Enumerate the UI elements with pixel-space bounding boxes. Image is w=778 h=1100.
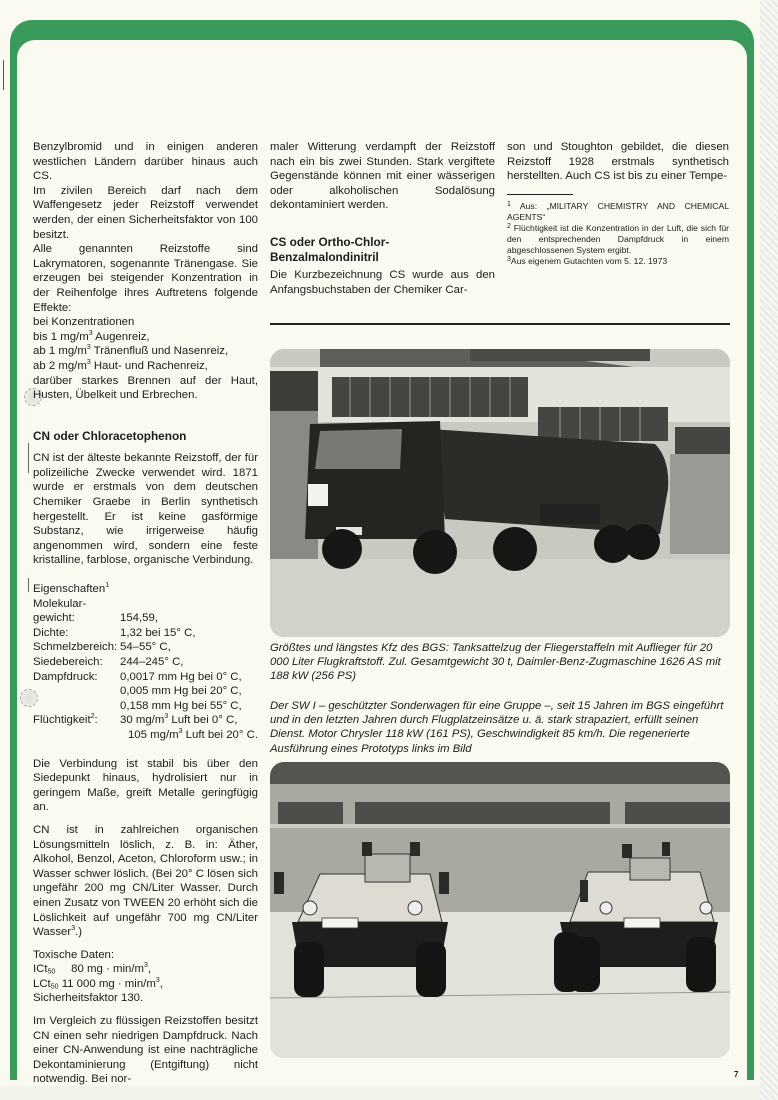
footnote-ref: 2 <box>90 713 95 721</box>
property-value: 154,59, <box>120 612 159 625</box>
paragraph: Die Kurzbezeichnung CS wurde aus den Anfangsbuchstaben der Chemiker Car- <box>270 269 495 296</box>
column-2 <box>270 140 495 297</box>
facade-band <box>270 824 730 828</box>
building-window <box>625 802 730 824</box>
property-key: Flüchtigkeit$^2$: <box>33 713 98 727</box>
building-window <box>278 802 343 824</box>
effect-text: bis 1 mg/m <box>33 330 89 343</box>
building-window <box>355 802 610 824</box>
building-window <box>270 371 318 411</box>
wheel <box>624 524 660 560</box>
section-heading-cs: CS oder Ortho-Chlor-Benzalmalondinitril <box>270 234 390 264</box>
property-value: 0,158 mm Hg bei 55° C, <box>120 699 242 712</box>
building-window <box>675 427 730 455</box>
tox-value: 11 000 mg · min/m <box>58 977 156 990</box>
margin-mark <box>28 578 29 592</box>
effects-intro: bei Konzentrationen <box>33 316 135 329</box>
superscript: 3 <box>88 329 93 337</box>
wheel <box>322 529 362 569</box>
property-key: Siedebereich: <box>33 656 103 668</box>
paragraph: Alle genannten Reizstoffe sind Lakrymatoren, sogenannte Tränengase. Sie erzeugen bei steigender Konzentration in der Reihenfolge ihres Auftretens folgende Effekte: <box>33 243 258 314</box>
footnote <box>507 223 729 256</box>
property-value <box>120 713 258 728</box>
footnote-rule <box>507 194 573 195</box>
photo-caption-tanker: Größtes und längstes Kfz des BGS: Tanksattelzug der Fliegerstaffeln mit Auflieger für 20 000 Liter Flugkraftstoff. Zul. Gesamtgewicht 30 t, Daimler-Benz-Zugmaschine 1626 AS mit 188 kW (256 PS) <box>270 642 721 683</box>
photo-caption-sw1: Der SW I – geschützter Sonderwagen für eine Gruppe –, seit 15 Jahren im BGS eingeführt und in den letzten Jahren durch Flugplatzeinsätze u. ä. stark strapaziert, erfüllt seinen Dienst. Motor Chrysler 118 kW (161 PS), Geschwindigkeit 85 km/h. Die regenerierte Ausführung eines Prototyps links im Bild <box>270 700 724 755</box>
dormer <box>470 349 650 361</box>
hangar-door <box>670 454 730 554</box>
value-text: 105 mg/m <box>127 728 179 741</box>
property-value: 1,32 bei 15° C, <box>120 626 196 639</box>
property-row <box>33 670 258 685</box>
property-row <box>33 713 258 728</box>
license-plate <box>322 918 358 928</box>
superscript: 3 <box>143 962 148 970</box>
paragraph: Im zivilen Bereich darf nach dem Waffengesetz jeder Reizstoff verwendet werden, der einen Sicherheitsfaktor von 100 besitzt. <box>33 184 258 241</box>
photo-sw1-vehicles <box>270 762 730 1058</box>
superscript: 3 <box>164 713 169 721</box>
page-number: 7 <box>734 1070 739 1079</box>
section-divider <box>270 323 730 325</box>
property-row <box>33 684 258 699</box>
property-key-text: Flüchtigkeit <box>33 714 91 727</box>
cab-placard <box>308 484 328 506</box>
footnote <box>507 201 729 223</box>
footnote-text: Flüchtigkeit ist die Konzentration in der Luft, die sich für den entsprechenden Dampfdruck in einem abgeschlossenen System ergibt. <box>507 222 729 255</box>
effect-line <box>33 344 258 359</box>
properties-heading-text: Eigenschaften <box>33 583 106 596</box>
footnote-mark: 2 <box>507 222 511 230</box>
tox-line <box>33 977 258 992</box>
section-heading-cn: CN oder Chloracetophenon <box>33 428 187 443</box>
property-row <box>33 728 258 743</box>
tox-factor: Sicherheitsfaktor 130. <box>33 992 144 1005</box>
property-row <box>33 655 258 670</box>
tox-line <box>33 962 258 977</box>
building-window <box>538 407 668 441</box>
effect-text: ab 1 mg/m <box>33 345 87 358</box>
paragraph: darüber starkes Brennen auf der Haut, Husten, Übelkeit und Erbrechen. <box>33 374 258 402</box>
paragraph: Die Verbindung ist stabil bis über den Siedepunkt hinaus, hydrolisiert nur in geringem Maße, greift Metalle geringfügig an. <box>33 757 258 814</box>
building-roof <box>270 762 730 784</box>
properties-table <box>33 597 258 743</box>
armored-vehicles-illustration <box>270 762 730 1058</box>
superscript: 3 <box>155 976 160 984</box>
property-key <box>33 684 120 699</box>
property-key: Dampfdruck: <box>33 670 98 683</box>
green-frame-right <box>747 50 754 1080</box>
property-key: Molekular- <box>33 597 87 610</box>
tox-heading: Toxische Daten: <box>33 948 115 961</box>
footnote-mark: 1 <box>507 200 511 208</box>
ground <box>270 559 730 637</box>
wheel <box>413 530 457 574</box>
license-plate <box>624 918 660 928</box>
effect-line <box>33 330 258 345</box>
paragraph: maler Witterung verdampft der Reizstoff nach ein bis zwei Stunden. Stark vergiftete Gegenstände können mit einer wässerigen oder alkoholischen Sodalösung dekontaminiert werden. <box>270 141 495 212</box>
property-row <box>33 640 258 655</box>
footnote <box>507 256 729 267</box>
property-row <box>33 626 258 641</box>
tox-label: ICt <box>33 963 48 976</box>
property-key <box>33 699 120 714</box>
scan-mark <box>3 60 4 90</box>
property-row <box>33 597 258 612</box>
property-value: 0,005 mm Hg bei 20° C, <box>120 685 242 698</box>
property-key: Dichte: <box>33 626 69 639</box>
property-value <box>120 597 258 612</box>
windshield <box>315 429 402 469</box>
paragraph: Im Vergleich zu flüssigen Reizstoffen besitzt CN einen sehr niedrigen Dampfdruck. Nach einer CN-Anwendung ist eine nachträgliche Dekontaminierung (Entgiftung) nicht notwendig. Bei nor- <box>33 1015 258 1086</box>
superscript: 3 <box>178 727 183 735</box>
paragraph: son und Stoughton gebildet, die diesen Reizstoff 1928 erstmals synthetisch herstellten. Auch CS ist bis zu einer Tempe- <box>507 141 729 183</box>
column-3 <box>507 140 729 267</box>
effect-line <box>33 359 258 374</box>
paragraph-text: .) <box>75 926 83 939</box>
value-text: Luft bei 20° C. <box>182 728 258 741</box>
property-key: gewicht: <box>33 612 75 625</box>
photo-tanker-truck <box>270 349 730 637</box>
footnote-mark: 3 <box>507 255 511 263</box>
value-text: 30 mg/m <box>120 714 165 727</box>
subscript: 50 <box>47 968 56 976</box>
property-value <box>33 728 258 743</box>
property-value: 54–55° C, <box>120 641 171 654</box>
paragraph-text: CN ist in zahlreichen organischen Lösungsmitteln löslich, z. B. in: Äther, Alkohol, Benzol, Aceton, Chloroform usw.; in Wasser schwer löslich. (Bei 20° C lösen sich ungefähr 200 mg CN/Liter Wasser. Durch einen Zusatz von TWEEN 20 erhöht sich die Löslichkeit auf ungefähr 700 mg CN/Liter Wasser <box>33 823 258 939</box>
column-1 <box>33 140 258 1087</box>
properties-heading <box>33 582 258 597</box>
effect-text: Haut- und Rachenreiz, <box>90 359 208 372</box>
subscript: 50 <box>50 983 59 991</box>
margin-mark <box>28 443 29 473</box>
superscript: 3 <box>86 344 91 352</box>
property-value: 244–245° C, <box>120 656 184 668</box>
footnote-ref: 3 <box>71 925 76 933</box>
tox-label: LCt <box>33 977 51 990</box>
property-value: 0,0017 mm Hg bei 0° C, <box>120 670 242 683</box>
footnote-ref: 1 <box>105 582 110 590</box>
property-row <box>33 611 258 626</box>
punct: , <box>147 963 152 976</box>
scan-edge <box>760 0 778 1100</box>
superscript: 3 <box>86 358 91 366</box>
effect-text: ab 2 mg/m <box>33 359 87 372</box>
property-key: Schmelzbereich: <box>33 641 118 654</box>
footnote-text: Aus: „MILITARY CHEMISTRY AND CHEMICAL AGENTS“ <box>507 200 729 222</box>
paragraph: Benzylbromid und in einigen anderen westlichen Ländern darüber hinaus auch CS. <box>33 141 258 183</box>
tanker-truck-illustration <box>270 349 730 637</box>
punct: , <box>159 977 163 990</box>
frame-inner <box>17 40 747 70</box>
paragraph <box>33 823 258 940</box>
property-row <box>33 699 258 714</box>
footnote-text: Aus eigenem Gutachten vom 5. 12. 1973 <box>510 255 668 266</box>
tank-equipment <box>540 504 600 524</box>
tox-value: 80 mg · min/m <box>55 963 144 976</box>
wheel <box>493 527 537 571</box>
green-frame-left <box>10 50 17 1080</box>
value-text: Luft bei 0° C, <box>168 714 238 727</box>
effect-text: Augenreiz, <box>92 330 150 343</box>
effect-text: Tränenfluß und Nasenreiz, <box>90 345 229 358</box>
paragraph: CN ist der älteste bekannte Reizstoff, der für polizeiliche Zwecke verwendet wird. 1871 wurde er erstmals von dem deutschen Chemiker Graebe in Berlin synthetisch hergestellt. Er ist keine gasförmige Substanz, wie irrigerweise häufig angenommen wird, sondern eine feste kristalline, farblose, organische Verbindung. <box>33 452 258 567</box>
